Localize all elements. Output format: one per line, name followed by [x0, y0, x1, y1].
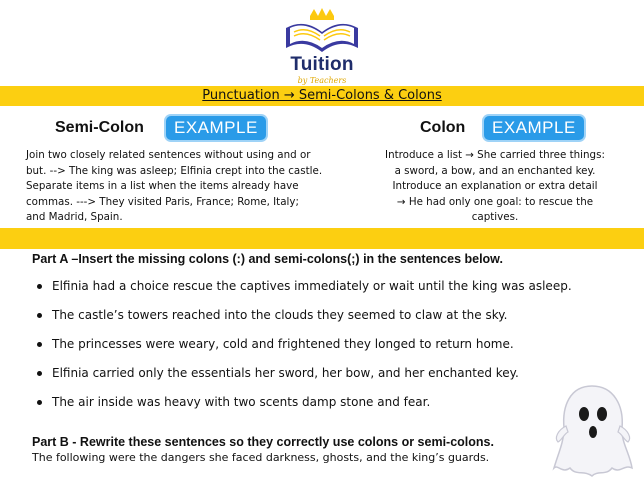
- colon-line: captives.: [471, 211, 519, 223]
- semicolon-example-badge: EXAMPLE: [166, 116, 266, 140]
- semicolon-line: but. --> The king was asleep; Elfinia crept into the castle.: [26, 164, 323, 177]
- divider-band: [0, 228, 644, 249]
- brand-tagline: by Teachers: [297, 76, 347, 85]
- semicolon-definition: [26, 148, 322, 226]
- part-a-heading: Part A –Insert the missing colons (:) and semi-colons(;) in the sentences below.: [32, 252, 503, 266]
- colon-line: Introduce a list → She carried three things:: [385, 149, 605, 161]
- part-b-heading: Part B - Rewrite these sentences so they correctly use colons or semi-colons.: [32, 435, 494, 449]
- part-a-list: [34, 272, 572, 417]
- list-item: Elfinia had a choice rescue the captives immediately or wait until the king was asleep.: [34, 272, 572, 301]
- ghost-icon: [552, 382, 634, 478]
- page-title: Punctuation → Semi-Colons & Colons: [202, 88, 442, 103]
- list-item: Elfinia carried only the essentials her sword, her bow, and her enchanted key.: [34, 359, 572, 388]
- semicolon-line: Join two closely related sentences without using and or: [26, 149, 311, 161]
- semicolon-line: commas. ---> They visited Paris, France; Rome, Italy;: [26, 195, 299, 208]
- colon-heading: Colon: [420, 119, 466, 136]
- semicolon-heading: Semi-Colon: [55, 119, 144, 136]
- colon-definition: [370, 148, 620, 226]
- colon-example-badge: EXAMPLE: [484, 116, 584, 140]
- brand-name: Tuition: [290, 54, 354, 75]
- part-b-sentence: The following were the dangers she faced darkness, ghosts, and the king’s guards.: [32, 451, 490, 464]
- book-crown-icon: [280, 8, 364, 58]
- list-item: The castle’s towers reached into the clouds they seemed to claw at the sky.: [34, 301, 572, 330]
- tuition-logo: [280, 8, 364, 84]
- list-item: The air inside was heavy with two scents damp stone and fear.: [34, 388, 572, 417]
- list-item: The princesses were weary, cold and frightened they longed to return home.: [34, 330, 572, 359]
- colon-line: → He had only one goal: to rescue the: [396, 195, 594, 208]
- semicolon-line: and Madrid, Spain.: [26, 211, 123, 223]
- semicolon-line: Separate items in a list when the items already have: [26, 180, 299, 192]
- colon-line: a sword, a bow, and an enchanted key.: [394, 164, 596, 177]
- colon-line: Introduce an explanation or extra detail: [392, 180, 598, 192]
